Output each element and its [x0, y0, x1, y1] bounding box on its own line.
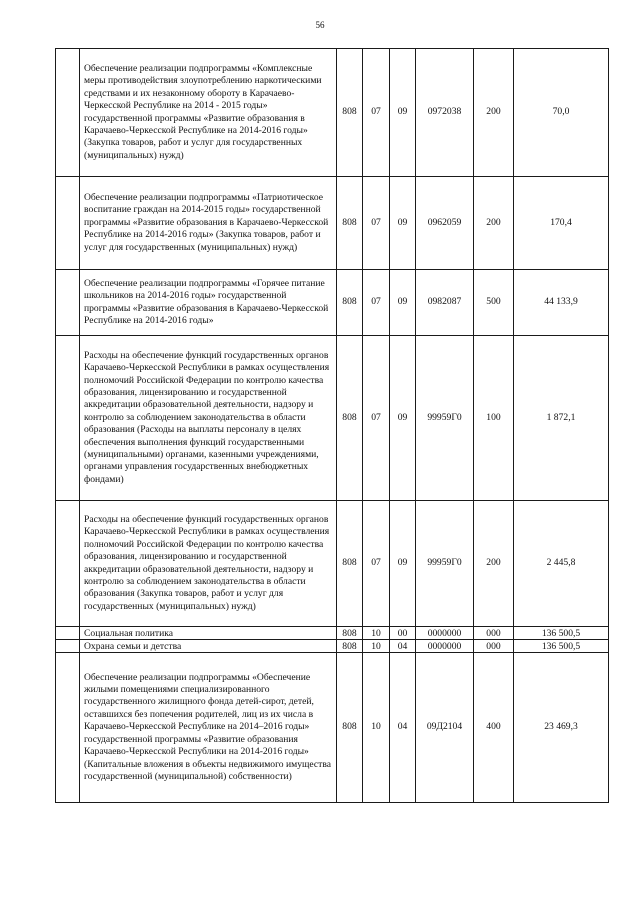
description-cell: Обеспечение реализации подпрограммы «Горячее питание школьников на 2014-2016 годы» государственной программы «Развитие образования в Карачаево-Черкесской Республике на 2014-2016 годы» — [80, 270, 337, 336]
subsection-code-cell: 09 — [390, 336, 416, 501]
table-row — [56, 49, 609, 177]
expense-type-cell: 200 — [474, 501, 514, 627]
table-row — [56, 270, 609, 336]
row-margin-cell — [56, 653, 80, 803]
row-margin-cell — [56, 640, 80, 653]
description-cell: Расходы на обеспечение функций государственных органов Карачаево-Черкесской Республики в рамках осуществления полномочий Российской Федерации по контролю качества образования, лицензированию и государственной аккредитации образовательной деятельности, надзору и контролю за соблюдением законодательства в области образования (Закупка товаров, работ и услуг для государственных (муниципальных) нужд) — [80, 501, 337, 627]
ministry-code-cell: 808 — [337, 653, 363, 803]
description-cell: Обеспечение реализации подпрограммы «Обеспечение жилыми помещениями специализированного государственного жилищного фонда детей-сирот, детей, оставшихся без попечения родителей, лиц из их числа в Карачаево-Черкесской Республике на 2014–2016 годы» государственной программы «Развитие образования Карачаево-Черкесской Республики на 2014-2016 годы» (Капитальные вложения в объекты недвижимого имущества государственной (муниципальной) собственности) — [80, 653, 337, 803]
ministry-code-cell: 808 — [337, 270, 363, 336]
target-article-cell: 09Д2104 — [416, 653, 474, 803]
subsection-code-cell: 09 — [390, 49, 416, 177]
row-margin-cell — [56, 501, 80, 627]
expense-type-cell: 000 — [474, 640, 514, 653]
amount-cell: 170,4 — [514, 177, 609, 270]
expense-type-cell: 100 — [474, 336, 514, 501]
target-article-cell: 0000000 — [416, 627, 474, 640]
expense-type-cell: 200 — [474, 49, 514, 177]
ministry-code-cell: 808 — [337, 336, 363, 501]
target-article-cell: 0000000 — [416, 640, 474, 653]
ministry-code-cell: 808 — [337, 627, 363, 640]
expense-type-cell: 500 — [474, 270, 514, 336]
ministry-code-cell: 808 — [337, 177, 363, 270]
row-margin-cell — [56, 627, 80, 640]
target-article-cell: 0972038 — [416, 49, 474, 177]
target-article-cell: 0962059 — [416, 177, 474, 270]
ministry-code-cell: 808 — [337, 640, 363, 653]
table-row — [56, 501, 609, 627]
section-code-cell: 10 — [363, 627, 390, 640]
section-code-cell: 10 — [363, 640, 390, 653]
subsection-code-cell: 04 — [390, 653, 416, 803]
amount-cell: 136 500,5 — [514, 627, 609, 640]
row-margin-cell — [56, 49, 80, 177]
expense-type-cell: 200 — [474, 177, 514, 270]
section-code-cell: 07 — [363, 49, 390, 177]
description-cell: Расходы на обеспечение функций государственных органов Карачаево-Черкесской Республики в рамках осуществления полномочий Российской Федерации по контролю качества образования, лицензированию и государственной аккредитации образовательной деятельности, надзору и контролю за соблюдением законодательства в области образования (Расходы на выплаты персоналу в целях обеспечения выполнения функций государственными (муниципальными) органами, казенными учреждениями, органами управления государственных внебюджетных фондами) — [80, 336, 337, 501]
subsection-code-cell: 09 — [390, 270, 416, 336]
row-margin-cell — [56, 270, 80, 336]
target-article-cell: 99959Г0 — [416, 336, 474, 501]
target-article-cell: 0982087 — [416, 270, 474, 336]
amount-cell: 2 445,8 — [514, 501, 609, 627]
subsection-code-cell: 04 — [390, 640, 416, 653]
amount-cell: 44 133,9 — [514, 270, 609, 336]
amount-cell: 1 872,1 — [514, 336, 609, 501]
description-cell: Обеспечение реализации подпрограммы «Комплексные меры противодействия злоупотреблению наркотическими средствами и их незаконному обороту в Карачаево-Черкесской Республике на 2014 - 2015 годы» государственной программы «Развитие образования в Карачаево-Черкесской Республике на 2014-2016 годы» (Закупка товаров, работ и услуг для государственных (муниципальных) нужд) — [80, 49, 337, 177]
amount-cell: 70,0 — [514, 49, 609, 177]
row-margin-cell — [56, 336, 80, 501]
row-margin-cell — [56, 177, 80, 270]
amount-cell: 23 469,3 — [514, 653, 609, 803]
description-cell: Охрана семьи и детства — [80, 640, 337, 653]
ministry-code-cell: 808 — [337, 501, 363, 627]
budget-table — [55, 48, 609, 803]
section-code-cell: 07 — [363, 501, 390, 627]
ministry-code-cell: 808 — [337, 49, 363, 177]
section-code-cell: 07 — [363, 270, 390, 336]
section-code-cell: 07 — [363, 336, 390, 501]
expense-type-cell: 000 — [474, 627, 514, 640]
section-code-cell: 10 — [363, 653, 390, 803]
table-row — [56, 653, 609, 803]
table-row — [56, 336, 609, 501]
subsection-code-cell: 09 — [390, 501, 416, 627]
amount-cell: 136 500,5 — [514, 640, 609, 653]
expense-type-cell: 400 — [474, 653, 514, 803]
description-cell: Обеспечение реализации подпрограммы «Патриотическое воспитание граждан на 2014-2015 годы» государственной программы «Развитие образования в Карачаево-Черкесской Республике на 2014-2016 годы» (Закупка товаров, работ и услуг для государственных (муниципальных) нужд) — [80, 177, 337, 270]
table-row — [56, 627, 609, 640]
page-number: 56 — [315, 20, 325, 30]
table-row — [56, 640, 609, 653]
table-row — [56, 177, 609, 270]
subsection-code-cell: 09 — [390, 177, 416, 270]
section-code-cell: 07 — [363, 177, 390, 270]
target-article-cell: 99959Г0 — [416, 501, 474, 627]
subsection-code-cell: 00 — [390, 627, 416, 640]
description-cell: Социальная политика — [80, 627, 337, 640]
